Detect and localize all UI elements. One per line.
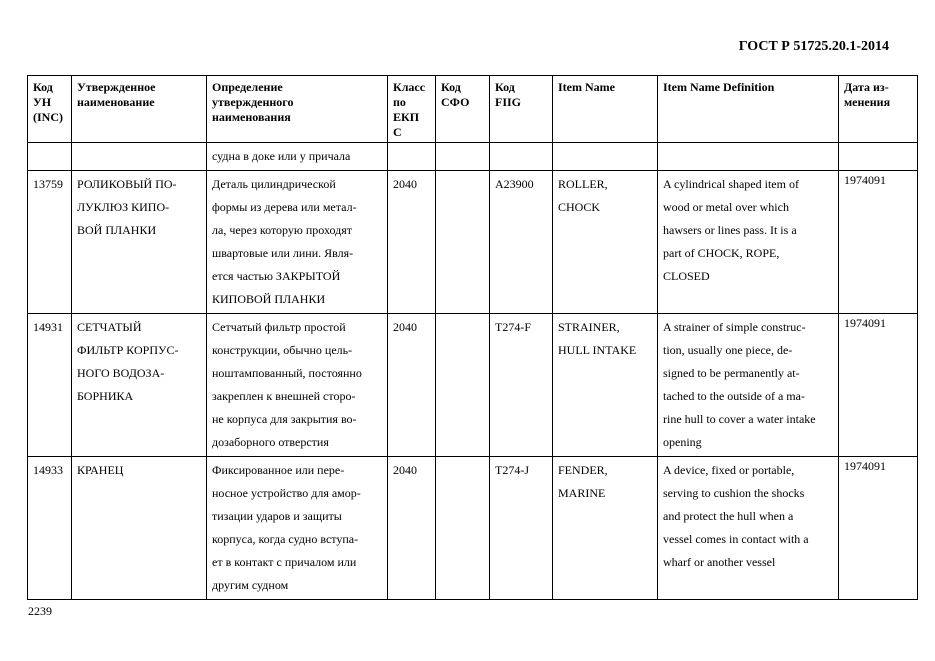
text-line: part of CHOCK, ROPE, [663, 246, 780, 260]
definition-cell [207, 171, 388, 314]
page-number: 2239 [28, 604, 52, 618]
text-line: Сетчатый фильтр простой [212, 320, 346, 334]
table-row [28, 314, 918, 457]
text-line: STRAINER, [558, 320, 620, 334]
classification-table [27, 75, 918, 600]
text-line: Item Name [558, 80, 615, 94]
class-cell: 2040 [388, 171, 436, 314]
text-line: формы из дерева или метал- [212, 200, 357, 214]
text-line: закреплен к внешней сторо- [212, 389, 356, 403]
sfo-cell [436, 457, 490, 600]
text-line: CHOCK [558, 200, 601, 214]
item-name-cell [553, 171, 658, 314]
inc-cell: 14933 [28, 457, 72, 600]
date-cell: 1974091 [839, 171, 918, 314]
date-cell: 1974091 [839, 314, 918, 457]
text-line: A strainer of simple construc- [663, 320, 806, 334]
header-fiig [490, 76, 553, 143]
inc-cell: 14931 [28, 314, 72, 457]
header-date [839, 76, 918, 143]
document-id: ГОСТ Р 51725.20.1-2014 [738, 39, 889, 54]
text-line: MARINE [558, 486, 606, 500]
text-line: ла, через которую проходят [212, 223, 353, 237]
item-name-cell [553, 314, 658, 457]
text-line: tached to the outside of a ma- [663, 389, 805, 403]
header-item-definition [658, 76, 839, 143]
class-cell: 2040 [388, 457, 436, 600]
text-line: носное устройство для амор- [212, 486, 361, 500]
approved-name-cell [72, 457, 207, 600]
text-line: Дата из- [844, 80, 889, 94]
text-line: ФИЛЬТР КОРПУС- [77, 343, 179, 357]
text-line: ЕКП [393, 110, 420, 124]
text-line: утвержденного [212, 95, 294, 109]
text-line: ется частью ЗАКРЫТОЙ [212, 269, 341, 283]
text-line: A cylindrical shaped item of [663, 177, 799, 191]
sfo-cell [436, 171, 490, 314]
sfo-cell [436, 314, 490, 457]
text-line: КИПОВОЙ ПЛАНКИ [212, 292, 326, 306]
text-line: Код [495, 80, 515, 94]
text-line: signed to be permanently at- [663, 366, 800, 380]
text-line: serving to cushion the shocks [663, 486, 805, 500]
text-line: БОРНИКА [77, 389, 134, 403]
text-line: менения [844, 95, 891, 109]
text-line: не корпуса для закрытия во- [212, 412, 357, 426]
text-line: and protect the hull when a [663, 509, 794, 523]
text-line: Фиксированное или пере- [212, 463, 345, 477]
header-definition [207, 76, 388, 143]
text-line: rine hull to cover a water intake [663, 412, 816, 426]
text-line: С [393, 125, 402, 139]
header-row [28, 76, 918, 143]
continued-definition: судна в доке или у причала [207, 143, 388, 171]
table-row [28, 171, 918, 314]
header-class [388, 76, 436, 143]
text-line: дозаборного отверстия [212, 435, 329, 449]
text-line: УН [33, 95, 52, 109]
text-line: по [393, 95, 406, 109]
text-line: конструкции, обычно цель- [212, 343, 353, 357]
text-line: HULL INTAKE [558, 343, 637, 357]
header-sfo [436, 76, 490, 143]
definition-cell [207, 457, 388, 600]
fiig-cell: T274-J [490, 457, 553, 600]
text-line: CLOSED [663, 269, 710, 283]
text-line: Определение [212, 80, 283, 94]
text-line: Деталь цилиндрической [212, 177, 336, 191]
text-line: Item Name Definition [663, 80, 775, 94]
table-row [28, 457, 918, 600]
header-approved-name [72, 76, 207, 143]
continuation-row [28, 143, 918, 171]
text-line: opening [663, 435, 702, 449]
text-line: ROLLER, [558, 177, 608, 191]
text-line: tion, usually one piece, de- [663, 343, 793, 357]
text-line: FIIG [495, 95, 522, 109]
definition-cell [207, 314, 388, 457]
item-definition-cell [658, 171, 839, 314]
text-line: СФО [441, 95, 470, 109]
text-line: Утвержденное [77, 80, 156, 94]
text-line: корпуса, когда судно вступа- [212, 532, 359, 546]
fiig-cell: A23900 [490, 171, 553, 314]
header-item-name [553, 76, 658, 143]
text-line: НОГО ВОДОЗА- [77, 366, 165, 380]
text-line: wharf or another vessel [663, 555, 776, 569]
text-line: наименование [77, 95, 155, 109]
item-definition-cell [658, 314, 839, 457]
item-definition-cell [658, 457, 839, 600]
text-line: ет в контакт с причалом или [212, 555, 357, 569]
approved-name-cell [72, 171, 207, 314]
text-line: ВОЙ ПЛАНКИ [77, 223, 157, 237]
text-line: другим судном [212, 578, 289, 592]
text-line: Код [33, 80, 53, 94]
text-line: wood or metal over which [663, 200, 789, 214]
text-line: РОЛИКОВЫЙ ПО- [77, 177, 177, 191]
text-line: КРАНЕЦ [77, 463, 124, 477]
text-line: наименования [212, 110, 291, 124]
fiig-cell: T274-F [490, 314, 553, 457]
item-name-cell [553, 457, 658, 600]
approved-name-cell [72, 314, 207, 457]
text-line: СЕТЧАТЫЙ [77, 320, 142, 334]
text-line: швартовые или лини. Явля- [212, 246, 354, 260]
text-line: тизации ударов и защиты [212, 509, 342, 523]
text-line: ЛУКЛЮЗ КИПО- [77, 200, 170, 214]
date-cell: 1974091 [839, 457, 918, 600]
text-line: A device, fixed or portable, [663, 463, 795, 477]
class-cell: 2040 [388, 314, 436, 457]
text-line: (INC) [33, 110, 63, 124]
text-line: Класс [393, 80, 426, 94]
inc-cell: 13759 [28, 171, 72, 314]
text-line: ноштампованный, постоянно [212, 366, 362, 380]
text-line: FENDER, [558, 463, 608, 477]
header-inc [28, 76, 72, 143]
text-line: Код [441, 80, 461, 94]
text-line: vessel comes in contact with a [663, 532, 809, 546]
text-line: hawsers or lines pass. It is a [663, 223, 797, 237]
